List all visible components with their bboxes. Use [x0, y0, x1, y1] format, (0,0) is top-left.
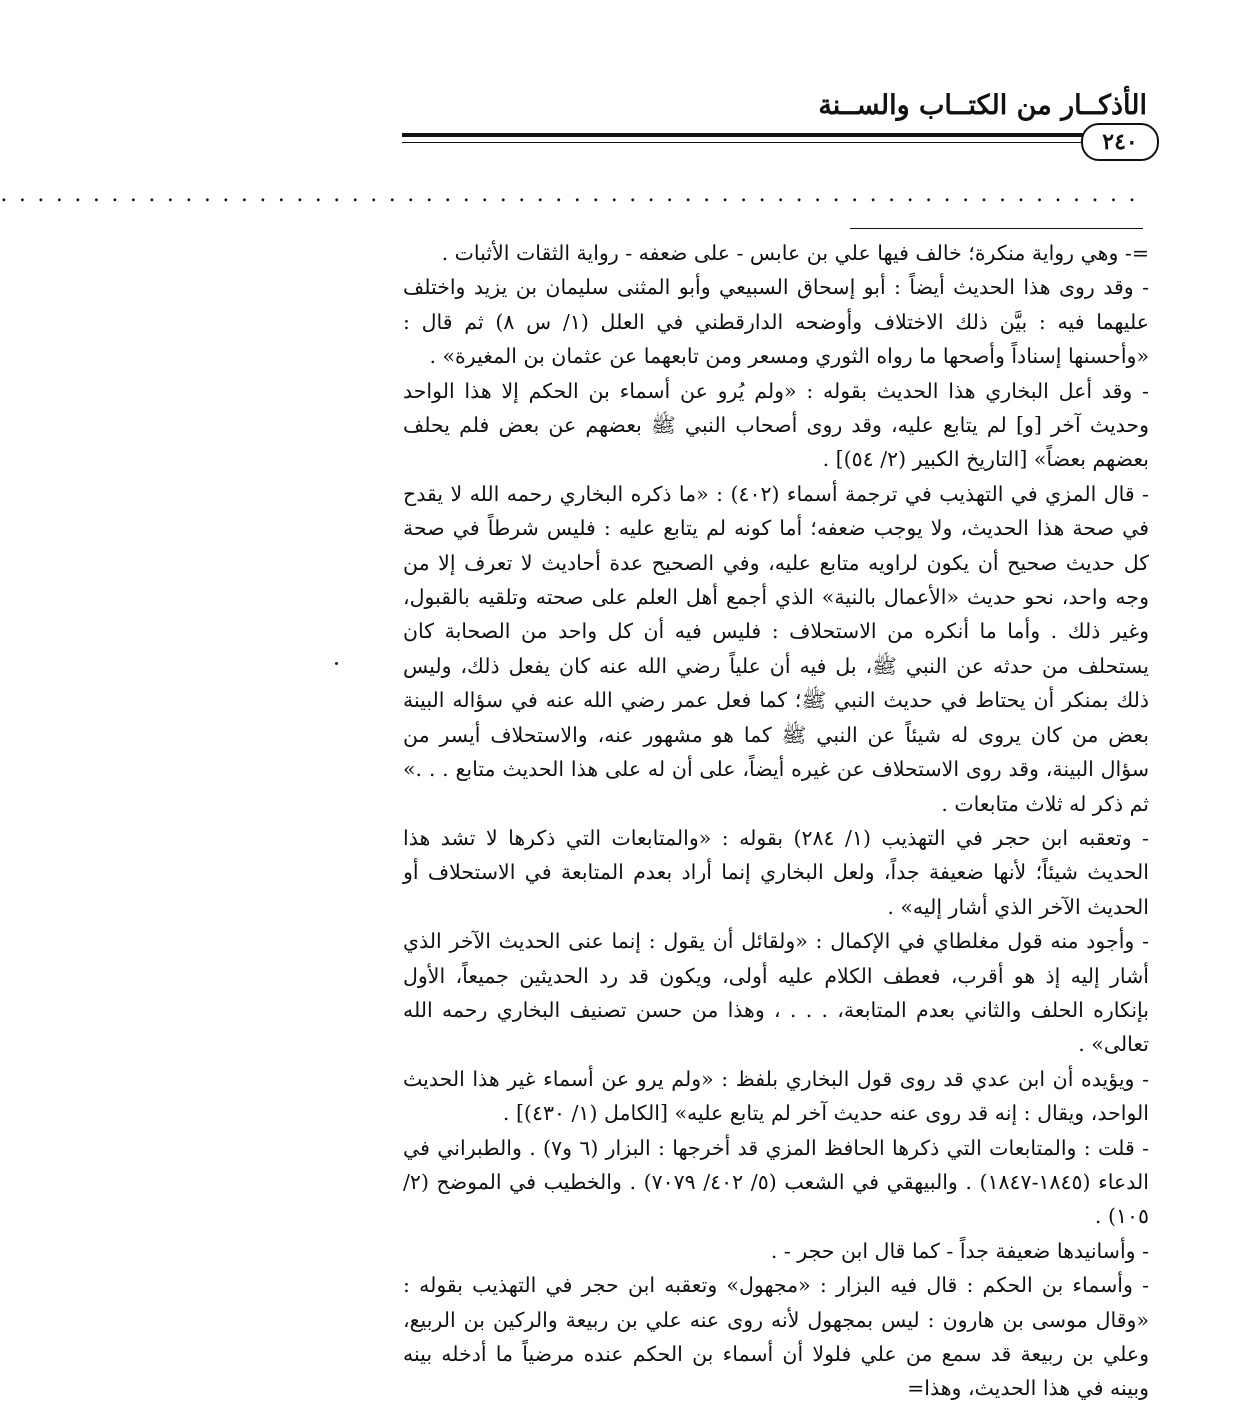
paragraph: - وأجود منه قول مغلطاي في الإكمال : «ولقائل أن يقول : إنما عنى الحديث الآخر الذي أشار إليه إذ هو أقرب، فعطف الكلام عليه أولى، ويكون قد رد الحديثين جميعاً، الأول بإنكاره الحلف والثاني بعدم المتابعة، . . . ، وهذا من حسن تصنيف البخاري رحمه الله تعالى» . [403, 929, 1149, 1057]
header-rule-thin [402, 142, 1091, 143]
paragraph: - وقد روى هذا الحديث أيضاً : أبو إسحاق السبيعي وأبو المثنى سليمان بن يزيد واختلف عليهما فيه : بيَّن ذلك الاختلاف وأوضحه الدارقطني في العلل (١/ س ٨) ثم قال : «وأحسنها إسناداً وأصحها ما رواه الثوري ومسعر ومن تابعهما عن عثمان بن المغيرة» . [403, 275, 1149, 369]
paragraph: - قال المزي في التهذيب في ترجمة أسماء (٤٠٢) : «ما ذكره البخاري رحمه الله لا يقدح في صحة هذا الحديث، ولا يوجب ضعفه؛ أما كونه لم يتابع عليه : فليس شرطاً في صحة كل حديث صحيح أن يكون لراويه متابع عليه، وفي الصحيح عدة أحاديث لا تعرف إلا من وجه واحد، نحو حديث «الأعمال بالنية» الذي أجمع أهل العلم على صحته وتلقيه بالقبول، وغير ذلك . وأما ما أنكره من الاستحلاف : فليس فيه أن كل واحد من الصحابة كان يستحلف من حدثه عن النبي ﷺ، بل فيه أن علياً رضي الله عنه كان يفعل ذلك، وليس ذلك بمنكر أن يحتاط في حديث النبي ﷺ؛ كما فعل عمر رضي الله عنه في سؤاله البينة بعض من كان يروى له شيئاً عن النبي ﷺ كما هو مشهور عنه، والاستحلاف أيسر من سؤال البينة، وقد روى الاستحلاف عن غيره أيضاً، على أن له على هذا الحديث متابع . . .» ثم ذكر له ثلاث متابعات . [403, 481, 1149, 816]
running-title: الأذكــار من الكتــاب والســنة [818, 90, 1147, 121]
paragraph: - قلت : والمتابعات التي ذكرها الحافظ المزي قد أخرجها : البزار (٦ و٧) . والطبراني في الدعاء (١٨٤٥-١٨٤٧) . والبيهقي في الشعب (٥/ ٤٠٢/ ٧٠٧٩) . والخطيب في الموضح (٢/ ١٠٥) . [403, 1135, 1150, 1229]
page-number: ٢٤٠ [1081, 123, 1159, 161]
footnote-rule [850, 228, 1143, 229]
paragraph: - ويؤيده أن ابن عدي قد روى قول البخاري بلفظ : «ولم يرو عن أسماء غير هذا الحديث الواحد، ويقال : إنه قد روى عنه حديث آخر لم يتابع عليه» [الكامل (١/ ٤٣٠)] . [403, 1066, 1149, 1126]
separator-dots: .............................................................. [0, 182, 1147, 207]
footnote-body [403, 236, 1149, 1406]
header-rule-thick [402, 133, 1091, 137]
paragraph: - وتعقبه ابن حجر في التهذيب (١/ ٢٨٤) بقوله : «والمتابعات التي ذكرها لا تشد هذا الحديث شيئاً؛ لأنها ضعيفة جداً، ولعل البخاري إنما أراد بعدم المتابعة في الاستحلاف أو الحديث الآخر الذي أشار إليه» . [403, 825, 1149, 919]
paragraph: - وقد أعل البخاري هذا الحديث بقوله : «ولم يُرو عن أسماء بن الحكم إلا هذا الواحد وحديث آخر [و] لم يتابع عليه، وقد روى أصحاب النبي ﷺ بعضهم عن بعض فلم يحلف بعضهم بعضاً» [التاريخ الكبير (٢/ ٥٤)] . [403, 378, 1149, 472]
page-header [402, 80, 1147, 160]
paragraph: - وأسماء بن الحكم : قال فيه البزار : «مجهول» وتعقبه ابن حجر في التهذيب بقوله : «وقال موسى بن هارون : ليس بمجهول لأنه روى عنه علي بن ربيعة والركين بن الربيع، وعلي بن ربيعة قد سمع من علي فلولا أن أسماء بن الحكم عنده مرضياً ما أدخله بينه وبينه في هذا الحديث، وهذا= [403, 1273, 1149, 1401]
margin-mark [335, 662, 338, 665]
paragraph: =- وهي رواية منكرة؛ خالف فيها علي بن عابس - على ضعفه - رواية الثقات الأثبات . [441, 241, 1149, 265]
paragraph: - وأسانيدها ضعيفة جداً - كما قال ابن حجر - . [770, 1238, 1149, 1263]
